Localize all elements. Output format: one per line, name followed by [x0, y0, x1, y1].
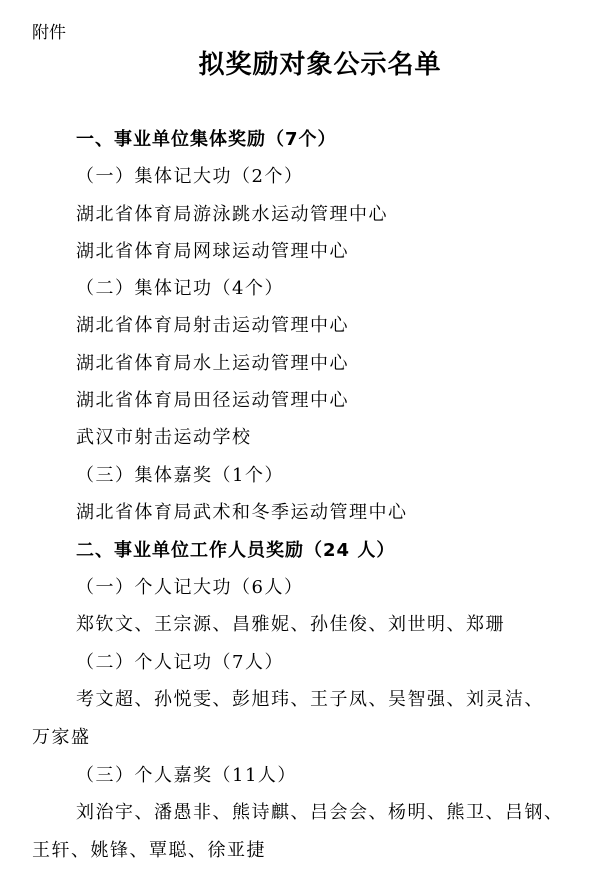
section-1-sub-1-heading: （一）集体记大功（2个） — [76, 166, 304, 187]
list-item: 湖北省体育局武术和冬季运动管理中心 — [76, 502, 408, 523]
name-list-continued: 王轩、姚锋、覃聪、徐亚捷 — [32, 840, 266, 861]
section-2-sub-2-heading: （二）个人记功（7人） — [76, 652, 284, 673]
list-item: 湖北省体育局射击运动管理中心 — [76, 315, 349, 336]
section-1-heading: 一、事业单位集体奖励（7个） — [76, 129, 337, 150]
list-item: 湖北省体育局游泳跳水运动管理中心 — [76, 204, 388, 225]
section-1-sub-3-heading: （三）集体嘉奖（1个） — [76, 465, 284, 486]
attachment-label: 附件 — [32, 23, 66, 43]
name-list-continued: 万家盛 — [32, 727, 91, 748]
list-item: 武汉市射击运动学校 — [76, 427, 252, 448]
section-2-sub-1-heading: （一）个人记大功（6人） — [76, 577, 304, 598]
name-list: 刘治宇、潘愚非、熊诗麒、吕会会、杨明、熊卫、吕钢、 — [76, 802, 564, 823]
section-2-heading: 二、事业单位工作人员奖励（24 人） — [76, 540, 396, 561]
list-item: 湖北省体育局田径运动管理中心 — [76, 390, 349, 411]
name-list: 考文超、孙悦雯、彭旭玮、王子凤、吴智强、刘灵洁、 — [76, 689, 544, 710]
document-title: 拟奖励对象公示名单 — [198, 50, 442, 80]
list-item: 湖北省体育局水上运动管理中心 — [76, 353, 349, 374]
list-item: 湖北省体育局网球运动管理中心 — [76, 241, 349, 262]
section-1-sub-2-heading: （二）集体记功（4个） — [76, 278, 284, 299]
name-list: 郑钦文、王宗源、昌雅妮、孙佳俊、刘世明、郑珊 — [76, 614, 505, 635]
section-2-sub-3-heading: （三）个人嘉奖（11人） — [76, 765, 297, 786]
